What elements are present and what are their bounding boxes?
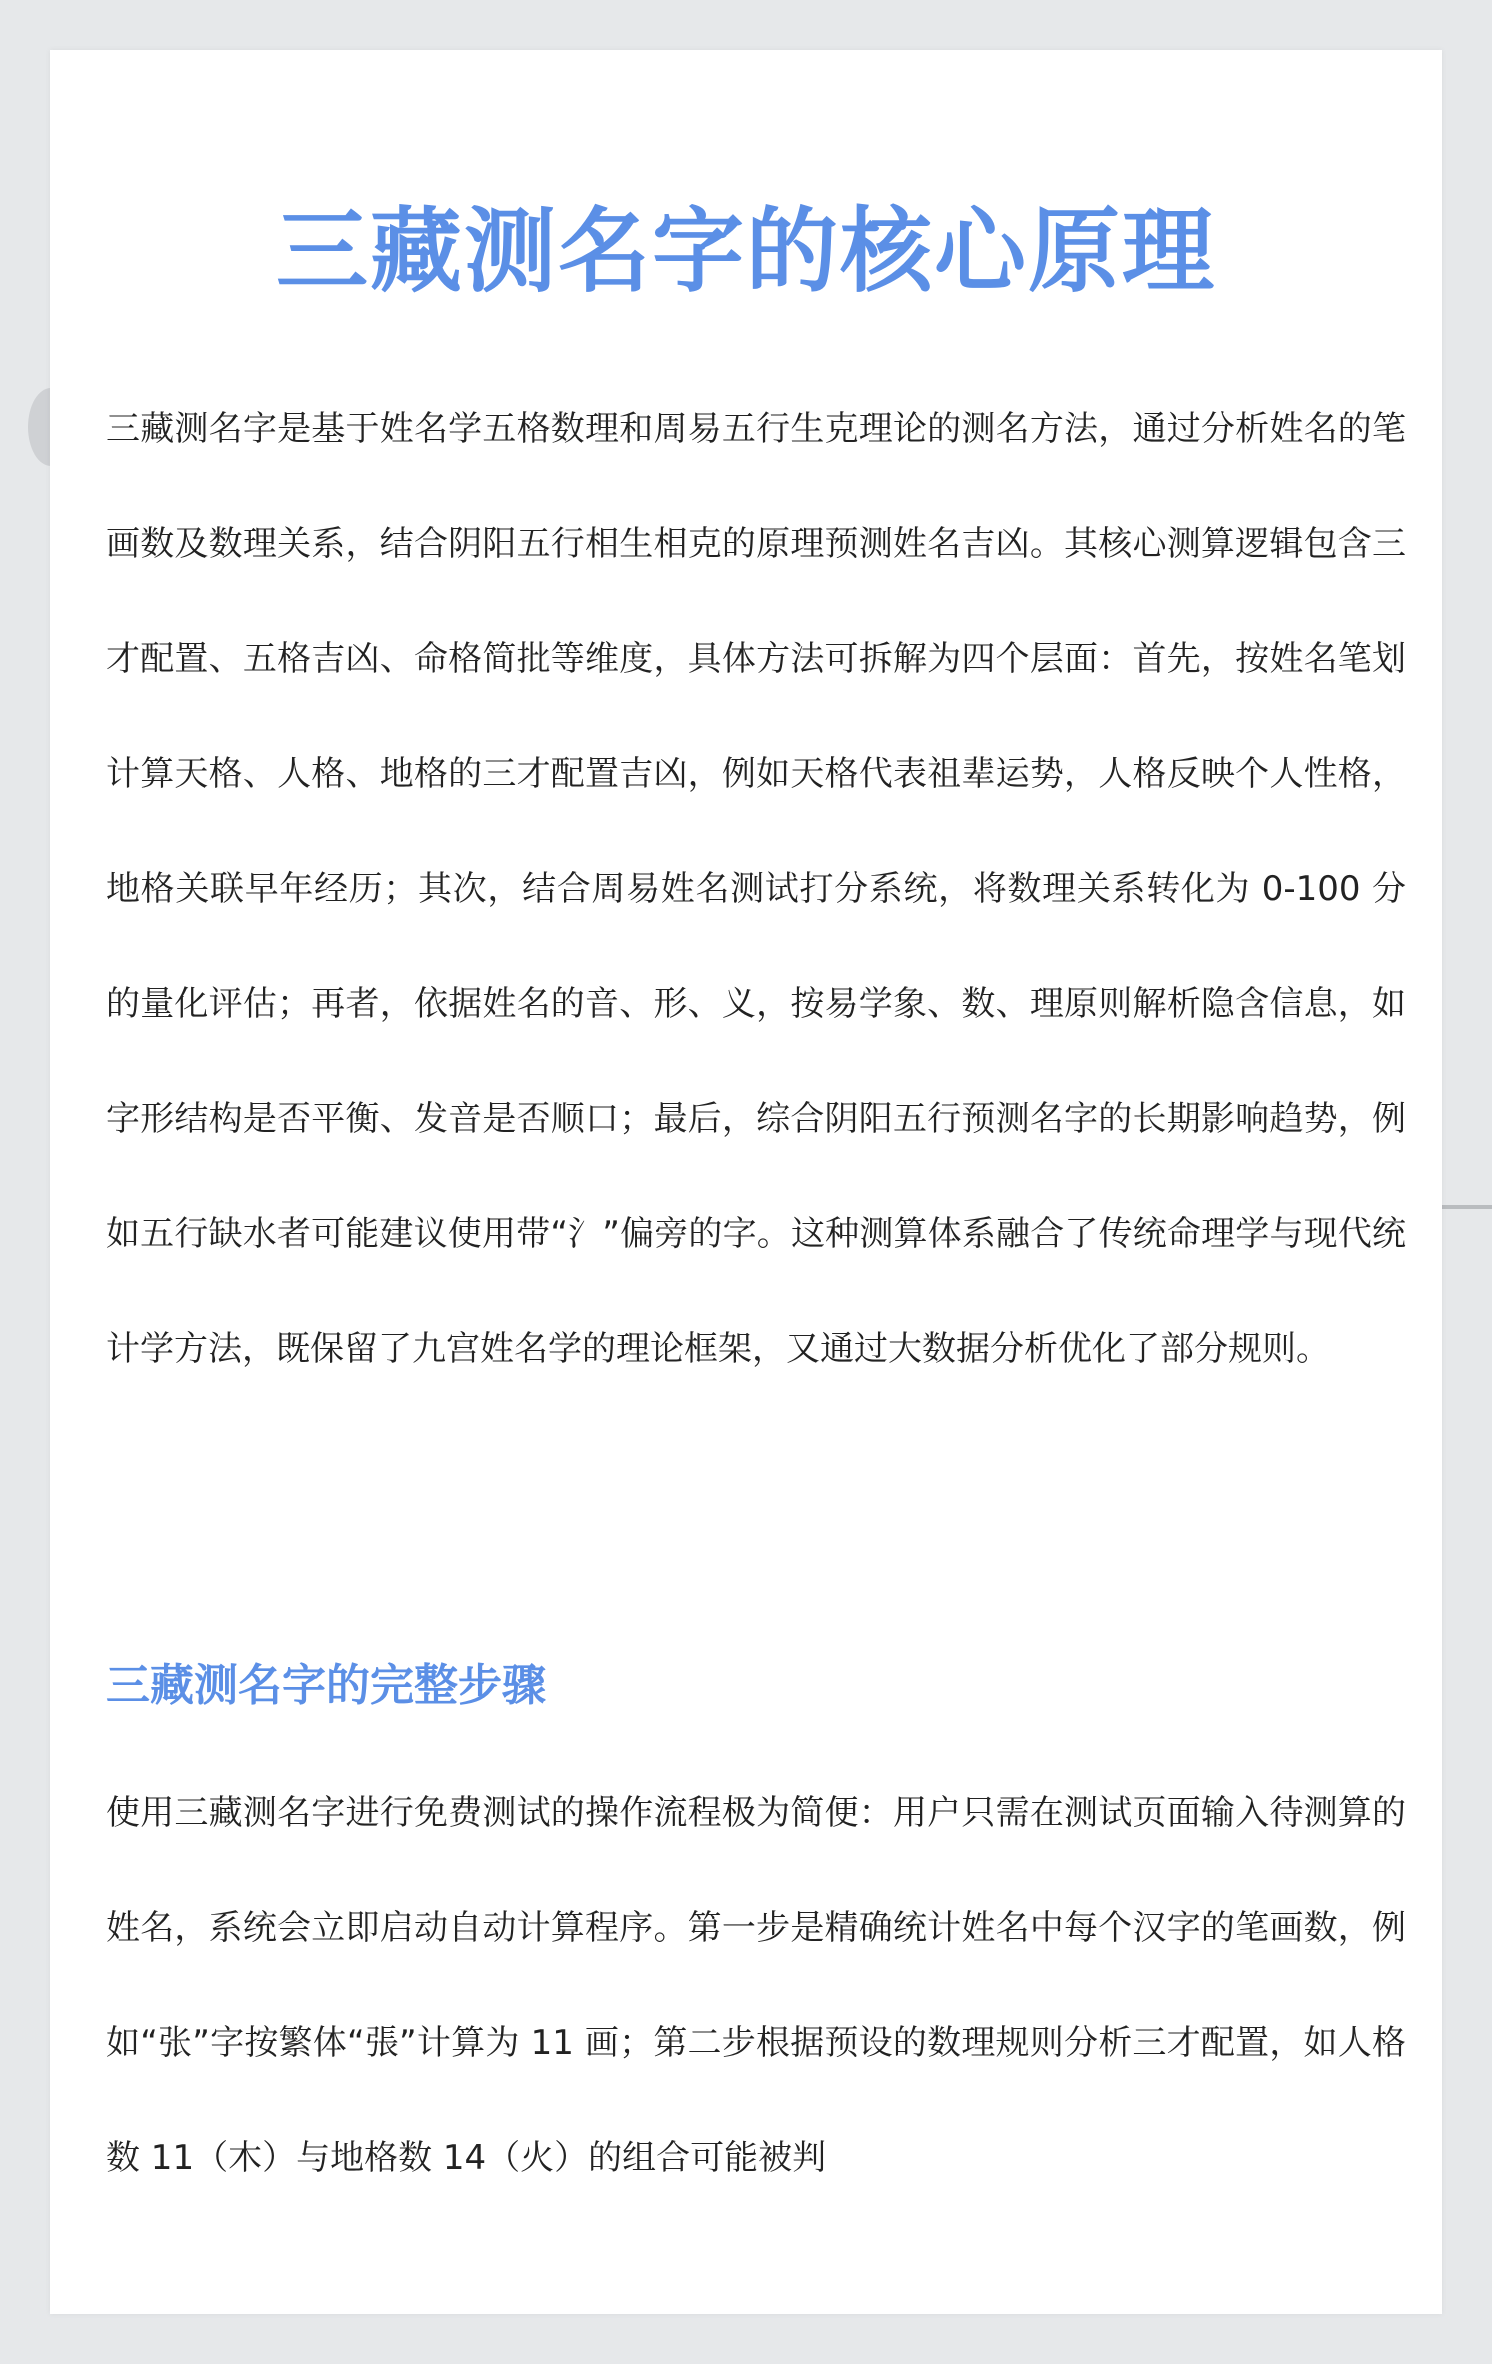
steps-section [106,1756,1406,2216]
background-divider [1440,1205,1492,1209]
article-card [50,50,1442,2314]
steps-heading: 三藏测名字的完整步骤 [106,1660,546,1711]
article-title: 三藏测名字的核心原理 [275,198,1216,305]
intro-section [106,372,1406,1407]
steps-paragraph: 使用三藏测名字进行免费测试的操作流程极为简便：用户只需在测试页面输入待测算的姓名，系统会立即启动自动计算程序。第一步是精确统计姓名中每个汉字的笔画数，例如“张”字按繁体“張”计算为 11 画；第二步根据预设的数理规则分析三才配置，如人格数 11（木）与地格数 14（火）的组合可能被判 [106,1793,1406,2178]
intro-paragraph: 三藏测名字是基于姓名学五格数理和周易五行生克理论的测名方法，通过分析姓名的笔画数及数理关系，结合阴阳五行相生相克的原理预测姓名吉凶。其核心测算逻辑包含三才配置、五格吉凶、命格简批等维度，具体方法可拆解为四个层面：首先，按姓名笔划计算天格、人格、地格的三才配置吉凶，例如天格代表祖辈运势，人格反映个人性格，地格关联早年经历；其次，结合周易姓名测试打分系统，将数理关系转化为 0-100 分的量化评估；再者，依据姓名的音、形、义，按易学象、数、理原则解析隐含信息，如字形结构是否平衡、发音是否顺口；最后，综合阴阳五行预测名字的长期影响趋势，例如五行缺水者可能建议使用带“氵”偏旁的字。这种测算体系融合了传统命理学与现代统计学方法，既保留了九宫姓名学的理论框架，又通过大数据分析优化了部分规则。 [106,409,1406,1369]
